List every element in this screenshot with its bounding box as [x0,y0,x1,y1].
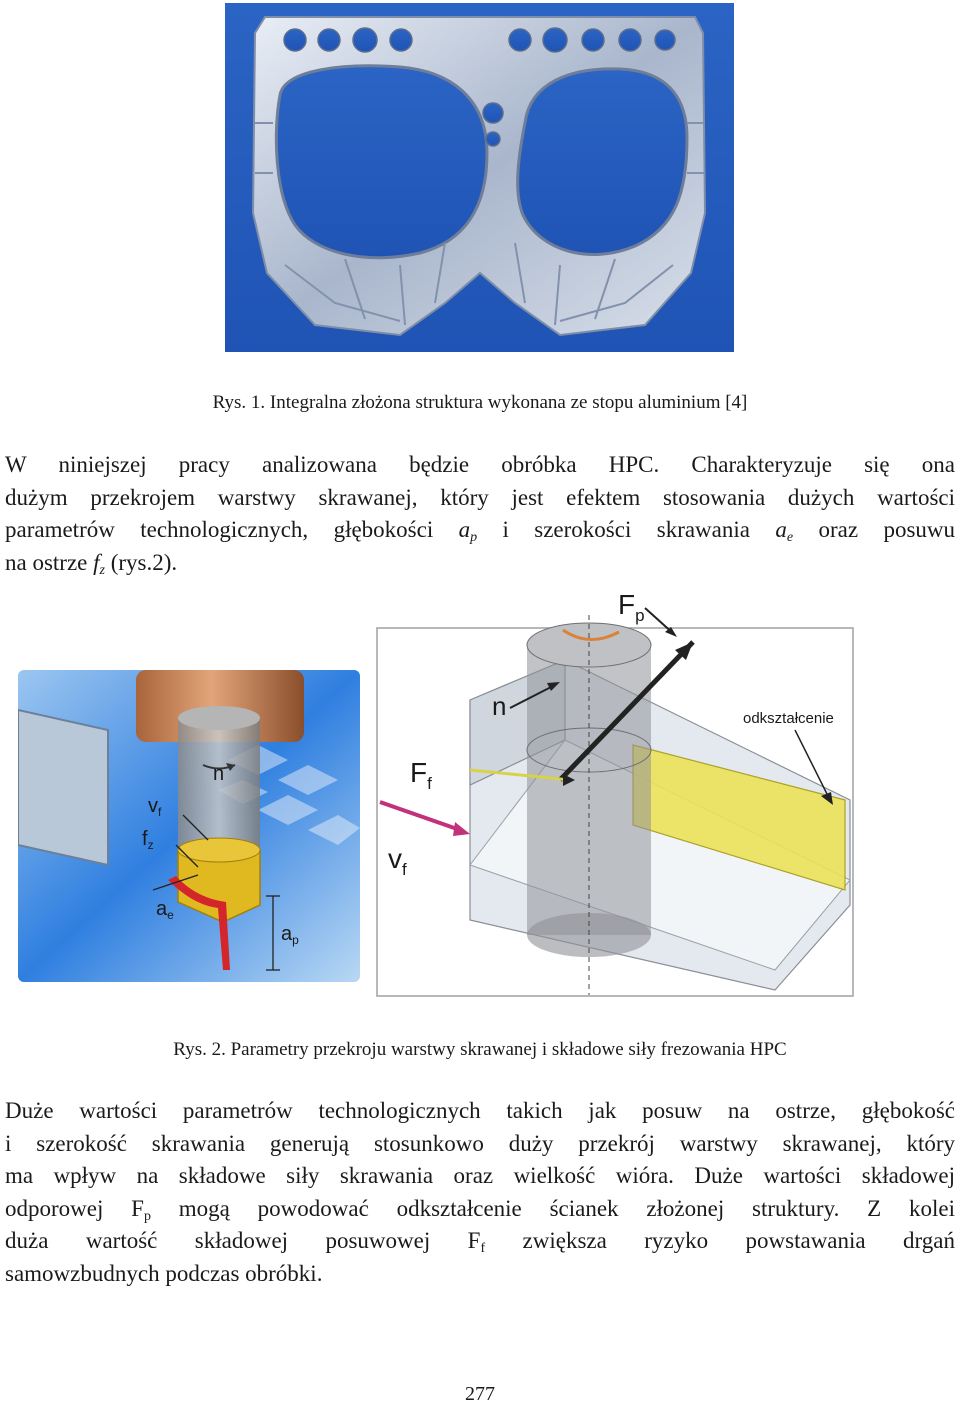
paragraph-2-line-3: ma wpływ na składowe siły skrawania oraz wielkość wióra. Duże wartości składowej [5,1163,955,1188]
paragraph-2 [5,1095,955,1290]
paragraph-1-line-1: W niniejszej pracy analizowana będzie obróbka HPC. Charakteryzuje się ona [5,452,955,477]
paragraph-2-line-2: i szerokość skrawania generują stosunkowo duży przekrój warstwy skrawanej, który [5,1130,955,1156]
figure-1-caption: Rys. 1. Integralna złożona struktura wykonana ze stopu aluminium [4] [212,392,748,413]
paragraph-1-line-2: dużym przekrojem warstwy skrawanej, który jest efektem stosowania dużych wartości [5,484,955,510]
paragraph-2-line-6: samowzbudnych podczas obróbki. [5,1260,323,1286]
right-n-label: n [492,691,507,721]
left-vf-label: $v_f$ [148,795,162,819]
cutting-forces-diagram [375,590,865,1000]
paragraph-2-line-4: odporowej $F_p$ mogą powodować odkształcenie ścianek złożonej struktury. Z kolei [5,1195,955,1224]
page-number: 277 [465,1383,495,1405]
left-ap-label: $a_p$ [281,923,299,947]
paragraph-2-line-5: duża wartość składowej posuwowej $F_f$ zwiększa ryzyko powstawania drgań [5,1228,955,1256]
milling-cross-section-diagram [18,670,360,982]
right-vf-label: $v_f$ [388,843,407,879]
paragraph-1 [5,449,955,579]
left-ae-label: $a_e$ [156,898,174,922]
left-fz-label: $f_z$ [142,828,154,852]
deformation-label: odkształcenie [743,710,834,727]
left-n-label: n [213,763,225,785]
right-ff-label: $F_f$ [410,757,432,793]
paragraph-2-line-1: Duże wartości parametrów technologicznych takich jak posuw na ostrze, głębokość [5,1098,955,1123]
aluminium-structure-photo [225,3,734,352]
right-fp-label: $F_p$ [618,590,645,625]
paragraph-1-line-3: parametrów technologicznych, głębokości $a_p$ i szerokości skrawania $a_e$ oraz posuwu [5,517,956,545]
paragraph-1-line-4: na ostrze $f_z$ (rys.2). [5,549,178,578]
figure-2-caption: Rys. 2. Parametry przekroju warstwy skrawanej i składowe siły frezowania HPC [173,1039,787,1060]
